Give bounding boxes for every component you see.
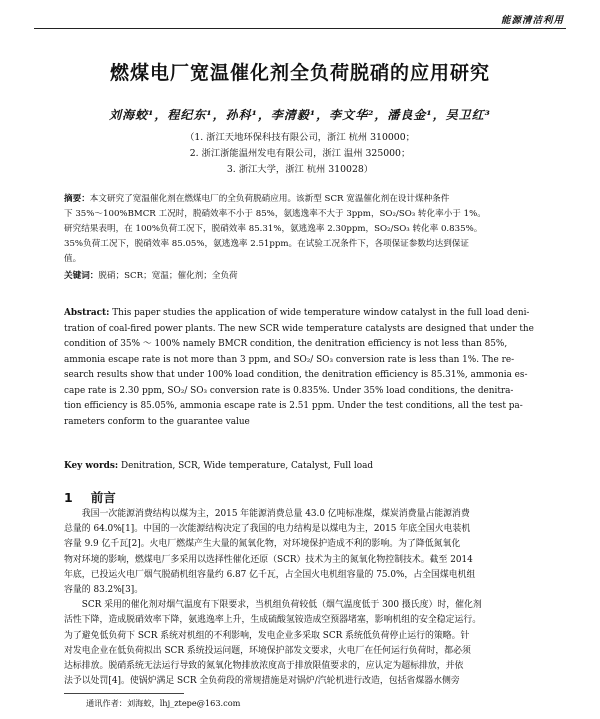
- abstract-cn-line: 35%负荷工况下，脱硝效率 85.05%，氨逃逸率 2.51ppm。在试验工况条件下，各项保证参数均达到保证: [64, 239, 469, 249]
- abstract-cn: [64, 192, 540, 267]
- abstract-en-line: Abstract: This paper studies the application of wide temperature window catalyst in the full load deni-: [64, 308, 530, 318]
- body-line: 达标排放。脱硝系统无法运行导致的氮氧化物排放浓度高于排放限值要求的，应认定为超标排放，并依: [64, 661, 464, 672]
- author-list: 刘海蛟¹，程纪东¹，孙科¹，李清毅¹，李文华²，潘良金¹，吴卫红³: [109, 108, 491, 122]
- abstract-en-label: Abstract:: [64, 308, 110, 318]
- abstract-cn-line: 值。: [64, 254, 82, 264]
- abstract-en-line: tion efficiency is 85.05%, ammonia escape rate is 2.51 ppm. Under the test conditions, all the test pa-: [64, 401, 523, 411]
- body-text: [64, 507, 540, 689]
- abstract-en-line: rameters conform to the guarantee value: [64, 416, 250, 427]
- abstract-en-line: condition of 35% ～ 100% namely BMCR condition, the denitration efficiency is not less than 85%,: [64, 339, 508, 349]
- keywords-en: [64, 461, 540, 471]
- section-title: 前言: [90, 490, 116, 505]
- abstract-cn-line: 摘要：本文研究了宽温催化剂在燃煤电厂的全负荷脱硝应用。该新型 SCR 宽温催化剂在设计煤种条件: [64, 194, 450, 204]
- affiliation-1: （1. 浙江天地环保科技有限公司，浙江 杭州 310000；: [185, 132, 415, 143]
- abstract-cn-label: 摘要：: [64, 194, 90, 204]
- abstract-en-line: ammonia escape rate is not more than 3 ppm, and SO₂/ SO₃ conversion rate is less than 1%. The re-: [64, 354, 515, 365]
- section-heading: [64, 488, 116, 506]
- body-line: 对发电企业在低负荷拟出 SCR 系统投运问题，环境保护部发文要求，火电厂在任何运行负荷时，都必须: [64, 645, 471, 656]
- body-line: 我国一次能源消费结构以煤为主，2015 年能源消费总量 43.0 亿吨标准煤，煤炭消费量占能源消费: [64, 509, 470, 519]
- corresponding-author-footnote: 通讯作者：刘海蛟，lhj_ztepe@163.com: [86, 698, 241, 708]
- footnote-rule: [64, 693, 184, 694]
- keywords-cn-text: 脱硝；SCR；宽温；催化剂；全负荷: [98, 271, 238, 281]
- keywords-cn: [64, 269, 540, 281]
- body-line: SCR 采用的催化剂对烟气温度有下限要求，当机组负荷较低（烟气温度低于 300 摄氏度）时，催化剂: [64, 600, 482, 611]
- affiliation-2: 2. 浙江浙能温州发电有限公司，浙江 温州 325000；: [189, 148, 411, 159]
- section-number: 1: [64, 490, 73, 505]
- paper-title: 燃煤电厂宽温催化剂全负荷脱硝的应用研究: [109, 62, 490, 84]
- body-line: 容量的 83.2%[3]。: [64, 585, 144, 596]
- keywords-en-text: Denitration, SCR, Wide temperature, Catalyst, Full load: [118, 461, 374, 471]
- body-line: 年底，已投运火电厂烟气脱硝机组容量约 6.87 亿千瓦，占全国火电机组容量的 75.0%，占全国煤电机组: [64, 569, 476, 580]
- abstract-cn-line: 研究结果表明，在 100%负荷工况下，脱硝效率 85.31%，氨逃逸率 2.30ppm，SO₂/SO₃ 转化率 0.835%。: [64, 224, 483, 234]
- abstract-cn-line: 下 35%～100%BMCR 工况时，脱硝效率不小于 85%，氨逃逸率不大于 3ppm，SO₂/SO₃ 转化率小于 1%。: [64, 209, 486, 219]
- keywords-en-label: Key words:: [64, 461, 119, 471]
- affiliations: [0, 130, 600, 178]
- journal-section-tag: 能源清洁利用: [500, 15, 564, 26]
- body-line: 活性下降，造成脱硝效率下降，氨逃逸率上升，生成硫酸氢铵造成空预器堵塞，影响机组的安全稳定运行。: [64, 615, 482, 626]
- body-line: 为了避免低负荷下 SCR 系统对机组的不利影响，发电企业多采取 SCR 系统低负荷停止运行的策略。针: [64, 630, 470, 641]
- header-rule: [34, 28, 566, 29]
- abstract-en-line: search results show that under 100% load condition, the denitration efficiency is 85.31%, ammonia es-: [64, 370, 528, 380]
- body-line: 容量 9.9 亿千瓦[2]。火电厂燃煤产生大量的氮氧化物，对环境保护造成不利的影响。为了降低氮氧化: [64, 539, 461, 550]
- abstract-en-line: tration of coal-fired power plants. The new SCR wide temperature catalysts are designed that under the: [64, 323, 534, 334]
- body-line: 总量的 64.0%[1]。中国的一次能源结构决定了我国的电力结构是以煤电为主，2015 年底全国火电装机: [64, 524, 471, 535]
- body-line: 物对环境的影响，燃煤电厂多采用以选择性催化还原（SCR）技术为主的氮氧化物控制技术。截至 2014: [64, 554, 473, 565]
- affiliation-3: 3. 浙江大学，浙江 杭州 310028）: [226, 164, 374, 175]
- abstract-en-line: cape rate is 2.30 ppm, SO₂/ SO₃ conversion rate is 0.835%. Under 35% load conditions, the denitra-: [64, 385, 514, 396]
- body-line: 法予以处罚[4]。使锅炉满足 SCR 全负荷段的常规措施是对锅炉/汽轮机进行改造，包括省煤器水侧旁: [64, 676, 460, 687]
- abstract-en: [64, 306, 540, 430]
- keywords-cn-label: 关键词：: [64, 271, 99, 281]
